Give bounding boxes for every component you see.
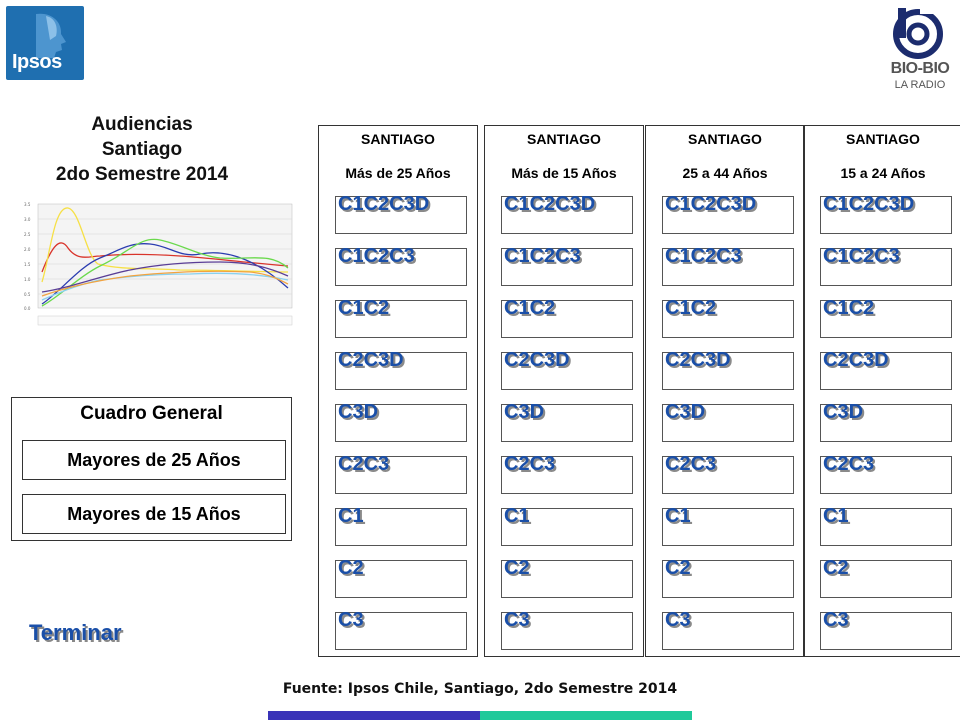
column-subheading: Más de 25 Años [345,165,451,181]
svg-text:0.5: 0.5 [24,292,31,297]
column-15-24 [803,125,960,657]
segment-c3d[interactable]: C3D [335,404,467,442]
column-heading: SANTIAGO [527,131,601,147]
segment-c2[interactable]: C2 [335,560,467,598]
segment-c1c2[interactable]: C1C2 [662,300,794,338]
segment-c1c2[interactable]: C1C2 [501,300,633,338]
mayores-15-button[interactable]: Mayores de 15 Años [22,494,286,534]
column-subheading: Más de 15 Años [511,165,617,181]
segment-c1[interactable]: C1 [662,508,794,546]
chart-thumbnail-image [20,196,296,330]
title-line-3: 2do Semestre 2014 [55,164,229,185]
column-heading: SANTIAGO [361,131,435,147]
title-line-1: Audiencias [91,114,193,135]
column-mas-25 [318,125,478,657]
cuadro-general-title: Cuadro General [80,403,223,424]
cuadro-general-panel [11,397,292,541]
segment-c1c2c3d[interactable]: C1C2C3D [820,196,952,234]
segment-c2[interactable]: C2 [820,560,952,598]
segment-c1[interactable]: C1 [820,508,952,546]
column-heading: SANTIAGO [688,131,762,147]
audience-chart-thumbnail[interactable] [20,196,296,330]
biobio-logo-subtext: LA RADIO [894,79,946,91]
svg-text:3.5: 3.5 [24,202,31,207]
footer-bar-left [268,711,480,720]
segment-c1c2c3d[interactable]: C1C2C3D [501,196,633,234]
segment-c2c3[interactable]: C2C3 [662,456,794,494]
segment-c3d[interactable]: C3D [662,404,794,442]
svg-text:2.5: 2.5 [24,232,31,237]
segment-c1c2c3[interactable]: C1C2C3 [501,248,633,286]
segment-c3[interactable]: C3 [662,612,794,650]
column-subheading: 15 a 24 Años [840,165,926,181]
source-footer: Fuente: Ipsos Chile, Santiago, 2do Semestre 2014 [282,681,678,697]
segment-c2c3d[interactable]: C2C3D [820,352,952,390]
segment-c1[interactable]: C1 [335,508,467,546]
segment-c2[interactable]: C2 [662,560,794,598]
segment-c2c3d[interactable]: C2C3D [501,352,633,390]
column-25-44 [645,125,805,657]
column-mas-15 [484,125,644,657]
segment-c1c2[interactable]: C1C2 [820,300,952,338]
footer-bar-right [480,711,692,720]
biobio-logo-text: BIO-BIO [890,60,950,77]
terminar-button[interactable]: Terminar [29,620,122,645]
biobio-logo [884,6,956,102]
ipsos-logo-text: Ipsos [12,51,62,73]
segment-c1c2c3[interactable]: C1C2C3 [662,248,794,286]
segment-c3[interactable]: C3 [335,612,467,650]
segment-c2c3[interactable]: C2C3 [501,456,633,494]
segment-c2c3d[interactable]: C2C3D [662,352,794,390]
segment-c3d[interactable]: C3D [501,404,633,442]
segment-c2c3[interactable]: C2C3 [335,456,467,494]
segment-c1c2c3[interactable]: C1C2C3 [335,248,467,286]
segment-c2c3[interactable]: C2C3 [820,456,952,494]
segment-c2c3d[interactable]: C2C3D [335,352,467,390]
column-subheading: 25 a 44 Años [682,165,768,181]
segment-c1[interactable]: C1 [501,508,633,546]
svg-text:2.0: 2.0 [24,247,31,252]
mayores-25-button[interactable]: Mayores de 25 Años [22,440,286,480]
segment-c1c2[interactable]: C1C2 [335,300,467,338]
segment-c3d[interactable]: C3D [820,404,952,442]
title-line-2: Santiago [101,139,183,160]
svg-text:1.0: 1.0 [24,277,31,282]
segment-c3[interactable]: C3 [501,612,633,650]
svg-text:0.0: 0.0 [24,306,31,311]
segment-c1c2c3d[interactable]: C1C2C3D [662,196,794,234]
page-title [40,112,244,187]
svg-text:3.0: 3.0 [24,217,31,222]
ipsos-logo [6,6,84,80]
segment-c2[interactable]: C2 [501,560,633,598]
svg-text:1.5: 1.5 [24,262,31,267]
segment-c1c2c3[interactable]: C1C2C3 [820,248,952,286]
segment-c1c2c3d[interactable]: C1C2C3D [335,196,467,234]
biobio-emblem-icon [884,6,956,62]
column-heading: SANTIAGO [846,131,920,147]
segment-c3[interactable]: C3 [820,612,952,650]
